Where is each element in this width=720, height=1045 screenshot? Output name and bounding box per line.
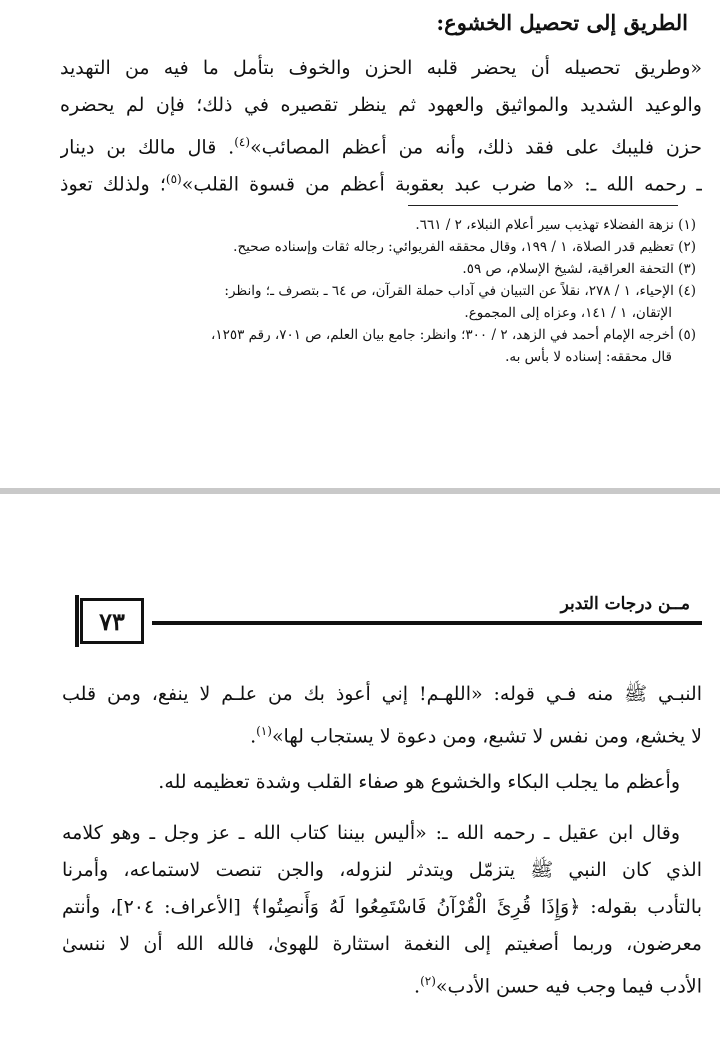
body-line-4-text: ـ رحمه الله ـ: «ما ضرب عبد بعقوبة أعظم من قسوة القلب» — [181, 173, 702, 196]
footnote-ref-1[interactable]: (١) — [256, 724, 272, 738]
footnote-3: (٣) التحفة العراقية، لشيخ الإسلام، ص ٥٩. — [462, 261, 696, 277]
para3-line-4: معرضون، وربما أصغيتم إلى النغمة استثارة للهوىٰ، فالله الله أن لا ننسىٰ — [62, 933, 702, 955]
section-heading: الطريق إلى تحصيل الخشوع: — [436, 10, 688, 35]
para1-line-1: النبـي ﷺ منه فـي قوله: «اللهـم! إني أعوذ بك من علـم لا ينفع، ومن قلب — [62, 683, 702, 705]
body-line-2: والوعيد الشديد والمواثيق والعهود ثم ينظر تقصيره في ذلك؛ فإن لم يحضره — [60, 94, 702, 116]
footnote-5-continued: قال محققه: إسناده لا بأس به. — [505, 349, 672, 365]
footnote-4: (٤) الإحياء، ١ / ٢٧٨، نقلاً عن التبيان في آداب حملة القرآن، ص ٦٤ ـ بتصرف ـ؛ وانظر: — [224, 283, 696, 299]
para3-line-3: بالتأدب بقوله: ﴿وَإِذَا قُرِئَ الْقُرْآنُ فَاسْتَمِعُوا لَهُ وَأَنصِتُوا﴾ [الأعراف: ٢٠٤]، وأنتم — [62, 896, 702, 918]
para1-line-2-text: لا يخشع، ومن نفس لا تشبع، ومن دعوة لا يستجاب لها» — [271, 725, 702, 748]
para3-end: . — [414, 975, 421, 998]
body-text — [60, 50, 702, 198]
body-line-4-tail: ؛ ولذلك تعوذ — [60, 173, 166, 196]
para3-line-1: وقال ابن عقيل ـ رحمه الله ـ: «أليس بيننا كتاب الله ـ عز وجل ـ وهو كلامه — [62, 822, 680, 844]
footnote-1: (١) نزهة الفضلاء تهذيب سير أعلام النبلاء، ٢ / ٦٦١. — [415, 217, 696, 233]
footnote-ref-2[interactable]: (٢) — [420, 974, 436, 988]
body-text-bottom — [62, 676, 702, 1000]
footnote-4-continued: الإتقان، ١ / ١٤١، وعزاه إلى المجموع. — [464, 305, 672, 321]
footnotes — [40, 214, 696, 368]
para1-line-2 — [62, 713, 702, 750]
page-number: ٧٣ — [80, 598, 144, 644]
footnote-ref-5[interactable]: (٥) — [165, 172, 182, 186]
para2: وأعظم ما يجلب البكاء والخشوع هو صفاء القلب وشدة تعظيمه لله. — [158, 771, 680, 793]
para3-line-5-text: الأدب فيما وجب فيه حسن الأدب» — [435, 975, 702, 998]
body-line-3-tail: . قال مالك بن دينار — [60, 136, 235, 159]
header-rule — [152, 621, 702, 625]
page-bottom — [0, 494, 720, 1045]
body-line-4 — [60, 161, 702, 198]
para3-line-2: الذي كان النبي ﷺ يتزمّل ويتدثر لنزوله، والجن تنصت لاستماعه، وأمرنا — [62, 859, 702, 881]
footnote-5: (٥) أخرجه الإمام أحمد في الزهد، ٢ / ٣٠٠؛ وانظر: جامع بيان العلم، ص ٧٠١، رقم ١٢٥٣، — [210, 327, 696, 343]
footnote-ref-4[interactable]: (٤) — [234, 135, 251, 149]
footnote-divider — [408, 205, 678, 206]
body-line-1: «وطريق تحصيله أن يحضر قلبه الحزن والخوف بتأمل ما فيه من التهديد — [60, 57, 702, 79]
footnote-2: (٢) تعظيم قدر الصلاة، ١ / ١٩٩، وقال محققه الفريوائي: رجاله ثقات وإسناده صحيح. — [233, 239, 696, 255]
running-head: مــن درجات التدبر — [560, 594, 690, 614]
para1-end: . — [250, 725, 257, 748]
body-line-3-text: حزن فليبك على فقد ذلك، وأنه من أعظم المصائب» — [250, 136, 702, 159]
page-top — [0, 0, 720, 488]
para3-line-5 — [62, 963, 702, 1000]
body-line-3 — [60, 124, 702, 161]
